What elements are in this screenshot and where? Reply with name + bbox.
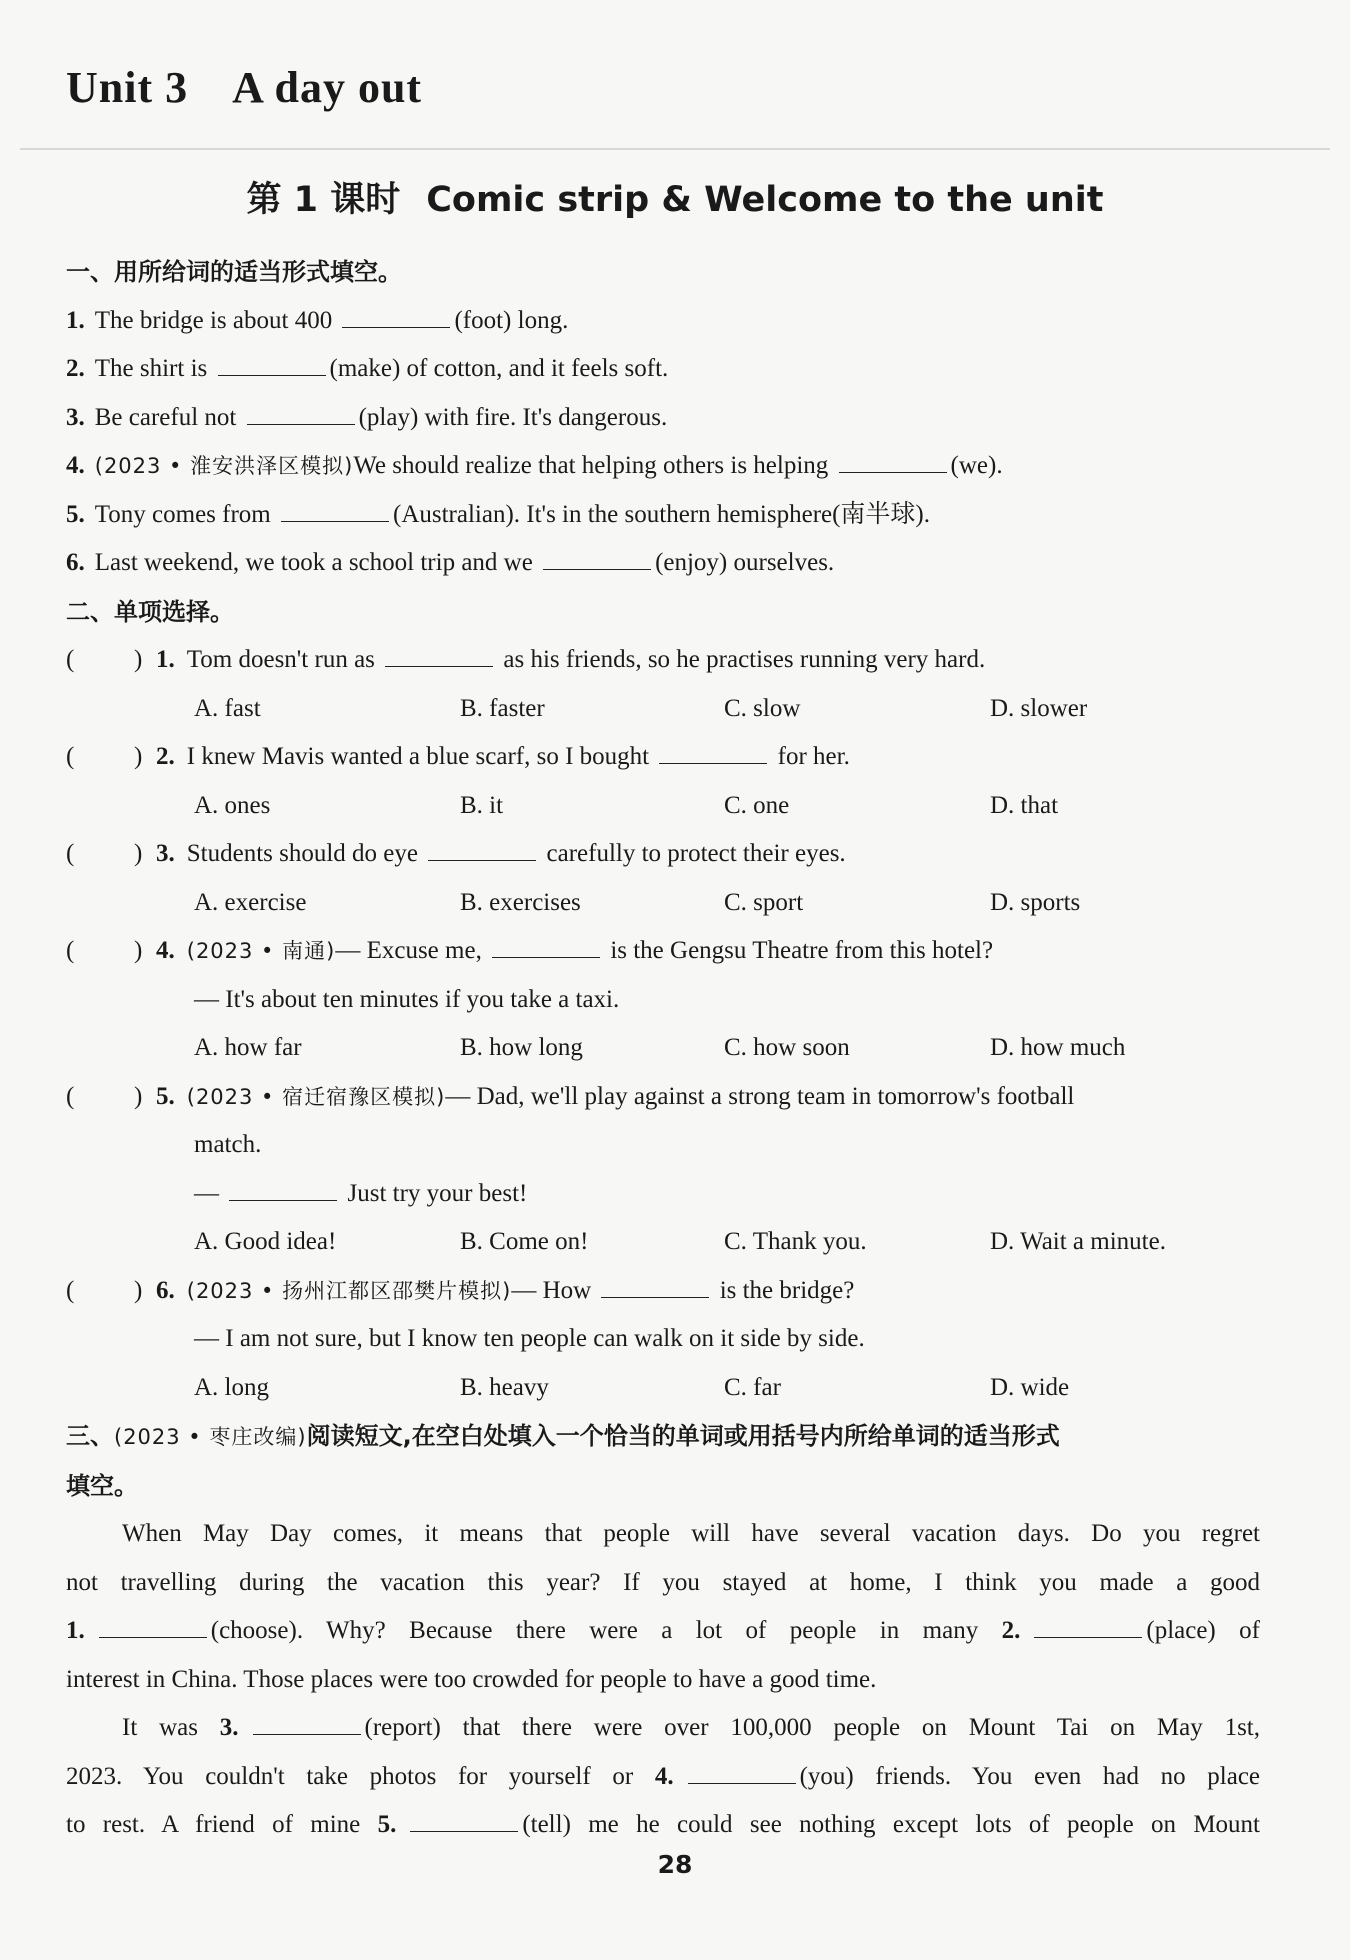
option-a[interactable]: A. how far <box>194 1034 302 1061</box>
answer-blank[interactable] <box>229 1178 337 1201</box>
answer-paren-open[interactable]: ( <box>66 1082 75 1110</box>
option-b[interactable]: B. how long <box>460 1034 583 1061</box>
mc-question-3: ( ) 3. Students should do eye carefully to protect their eyes. <box>66 830 1260 879</box>
passage-line: When May Day comes, it means that people will have several vacation days. Do you regret <box>122 1520 1260 1547</box>
item-source: (2023 • 枣庄改编) <box>114 1425 307 1449</box>
option-b[interactable]: B. exercises <box>460 888 581 916</box>
fill-item-3: 3. Be careful not (play) with fire. It's dangerous. <box>66 403 668 431</box>
passage-line: interest in China. Those places were too crowded for people to have a good time. <box>66 1665 877 1693</box>
answer-paren-open[interactable]: ( <box>66 646 75 673</box>
answer-paren-close: ) <box>134 840 143 867</box>
answer-paren-open[interactable]: ( <box>66 937 75 964</box>
passage-line: It was 3. (report) that there were over 100,000 people on Mount Tai on May 1st, <box>122 1714 1260 1741</box>
mc-options-4 <box>194 1024 1260 1073</box>
mc-question-5: ( ) 5. (2023 • 宿迁宿豫区模拟)— Dad, we'll play against a strong team in tomorrow's football <box>66 1073 1260 1122</box>
mc-question-4: ( ) 4. (2023 • 南通)— Excuse me, is the Gengsu Theatre from this hotel? <box>66 927 1260 976</box>
option-c[interactable]: C. slow <box>724 694 801 722</box>
answer-paren-open[interactable]: ( <box>66 1276 75 1304</box>
option-c[interactable]: C. how soon <box>724 1034 850 1061</box>
answer-paren-close: ) <box>134 1276 143 1304</box>
page-number: 28 <box>657 1850 693 1879</box>
mc-options-3 <box>194 879 1260 928</box>
answer-blank[interactable] <box>218 353 326 376</box>
item-source: (2023 • 南通) <box>186 939 336 963</box>
option-a[interactable]: A. Good idea! <box>194 1228 337 1255</box>
mc-options-5 <box>194 1218 1260 1267</box>
mc-options-2 <box>194 782 1260 831</box>
answer-blank[interactable] <box>1034 1615 1142 1638</box>
header-divider <box>20 148 1330 150</box>
option-b[interactable]: B. faster <box>460 694 545 722</box>
mc-question-6-reply: — I am not sure, but I know ten people can walk on it side by side. <box>194 1325 865 1352</box>
passage-line: not travelling during the vacation this year? If you stayed at home, I think you made a good <box>66 1568 1260 1596</box>
option-c[interactable]: C. far <box>724 1373 781 1401</box>
option-b[interactable]: B. heavy <box>460 1373 549 1401</box>
answer-blank[interactable] <box>428 838 536 861</box>
mc-question-5-reply: — Just try your best! <box>194 1179 528 1207</box>
item-source: (2023 • 淮安洪泽区模拟) <box>94 454 354 478</box>
answer-blank[interactable] <box>492 935 600 958</box>
answer-paren-close: ) <box>134 646 143 673</box>
option-c[interactable]: C. sport <box>724 888 804 916</box>
option-c[interactable]: C. Thank you. <box>724 1228 867 1255</box>
mc-question-1: ( ) 1. Tom doesn't run as as his friends, so he practises running very hard. <box>66 636 1260 685</box>
mc-question-4-reply: — It's about ten minutes if you take a taxi. <box>194 985 620 1013</box>
mc-question-2: ( ) 2. I knew Mavis wanted a blue scarf, so I bought for her. <box>66 733 1260 782</box>
answer-paren-close: ) <box>134 937 143 964</box>
passage-line: 2023. You couldn't take photos for yourself or 4. (you) friends. You even had no place <box>66 1762 1261 1790</box>
section-1-heading: 一、用所给词的适当形式填空。 <box>66 258 402 286</box>
option-b[interactable]: B. Come on! <box>460 1228 589 1255</box>
option-a[interactable]: A. fast <box>194 694 261 722</box>
answer-paren-close: ) <box>134 743 143 770</box>
fill-item-4: 4. (2023 • 淮安洪泽区模拟)We should realize that helping others is helping (we). <box>66 452 1003 479</box>
answer-blank[interactable] <box>342 305 450 328</box>
option-b[interactable]: B. it <box>460 791 504 819</box>
lesson-number: 第 1 课时 <box>246 180 401 220</box>
item-source: (2023 • 扬州江都区邵樊片模拟) <box>186 1278 512 1303</box>
answer-blank[interactable] <box>543 547 651 570</box>
answer-blank[interactable] <box>253 1712 361 1735</box>
option-d[interactable]: D. Wait a minute. <box>990 1228 1166 1255</box>
option-d[interactable]: D. slower <box>990 694 1088 722</box>
option-a[interactable]: A. ones <box>194 791 271 819</box>
answer-blank[interactable] <box>659 741 767 764</box>
answer-blank[interactable] <box>247 402 355 425</box>
fill-item-6: 6. Last weekend, we took a school trip and we (enjoy) ourselves. <box>66 549 835 576</box>
option-d[interactable]: D. how much <box>990 1034 1126 1061</box>
unit-title <box>66 62 422 113</box>
answer-paren-close: ) <box>134 1082 143 1110</box>
option-d[interactable]: D. that <box>990 791 1059 819</box>
answer-blank[interactable] <box>99 1615 207 1638</box>
option-d[interactable]: D. sports <box>990 888 1081 916</box>
mc-question-6: ( ) 6. (2023 • 扬州江都区邵樊片模拟)— How is the bridge? <box>66 1267 1260 1316</box>
unit-number: Unit 3 <box>66 63 189 112</box>
mc-options-6 <box>194 1364 1260 1413</box>
answer-blank[interactable] <box>839 450 947 473</box>
fill-item-5: 5. Tony comes from (Australian). It's in the southern hemisphere(南半球). <box>66 500 931 528</box>
section-3-heading: 三、(2023 • 枣庄改编)阅读短文,在空白处填入一个恰当的单词或用括号内所给单词的适当形式 <box>66 1422 1060 1450</box>
mc-question-5-cont: match. <box>194 1131 262 1158</box>
option-a[interactable]: A. exercise <box>194 888 307 916</box>
lesson-name: Comic strip & Welcome to the unit <box>426 180 1104 220</box>
section-2-heading: 二、单项选择。 <box>66 597 234 626</box>
item-source: (2023 • 宿迁宿豫区模拟) <box>186 1084 446 1109</box>
passage-line: 1. (choose). Why? Because there were a lot of people in many 2. (place) of <box>66 1617 1260 1644</box>
answer-blank[interactable] <box>688 1761 796 1784</box>
fill-item-1: 1. The bridge is about 400 (foot) long. <box>66 306 569 334</box>
answer-paren-open[interactable]: ( <box>66 840 75 867</box>
exercise-content <box>66 248 1260 1850</box>
answer-blank[interactable] <box>410 1809 518 1832</box>
fill-item-2: 2. The shirt is (make) of cotton, and it feels soft. <box>66 355 669 382</box>
lesson-title <box>0 172 1350 222</box>
answer-paren-open[interactable]: ( <box>66 743 75 770</box>
answer-blank[interactable] <box>281 499 389 522</box>
option-c[interactable]: C. one <box>724 791 790 819</box>
mc-options-1 <box>194 685 1260 734</box>
passage-line: to rest. A friend of mine 5. (tell) me he could see nothing except lots of people on Mount <box>66 1811 1260 1838</box>
section-3-heading-cont: 填空。 <box>66 1471 138 1500</box>
option-d[interactable]: D. wide <box>990 1373 1070 1401</box>
answer-blank[interactable] <box>385 644 493 667</box>
option-a[interactable]: A. long <box>194 1373 269 1401</box>
unit-name: A day out <box>232 63 423 112</box>
answer-blank[interactable] <box>601 1275 709 1298</box>
